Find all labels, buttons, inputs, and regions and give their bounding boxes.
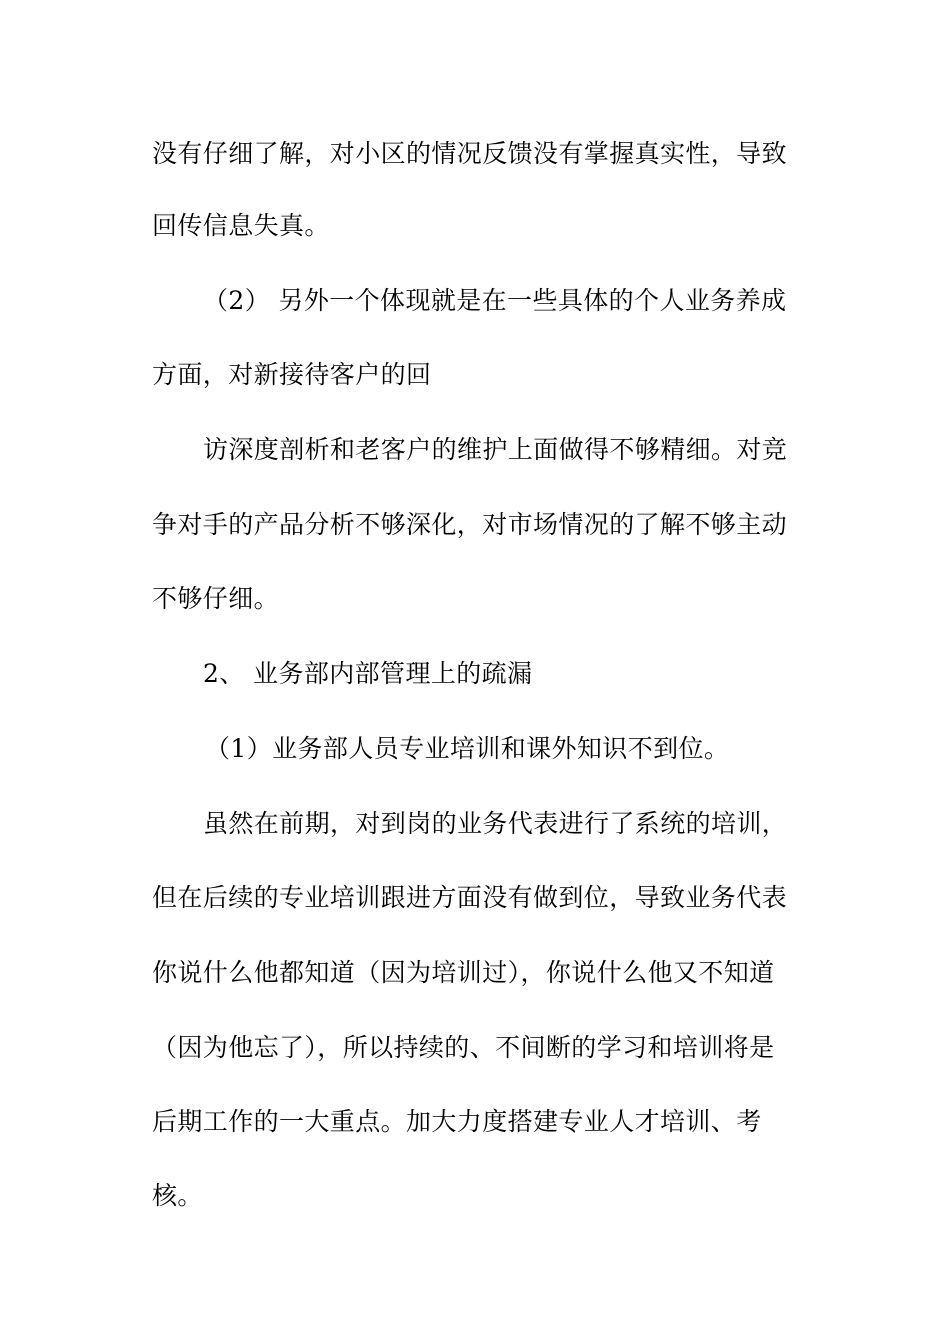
- text-line: 访深度剖析和老客户的维护上面做得不够精细。对竞: [203, 435, 788, 464]
- subsection-heading: （1）业务部人员专业培训和课外知识不到位。: [205, 734, 730, 763]
- text-line: 你说什么他都知道（因为培训过），你说什么他又不知道: [152, 958, 775, 987]
- text-line: 核。: [152, 1181, 203, 1210]
- text-line: 后期工作的一大重点。加大力度搭建专业人才培训、考: [152, 1107, 762, 1136]
- text-line: 没有仔细了解，对小区的情况反馈没有掌握真实性，导致: [152, 139, 788, 168]
- text-line: 不够仔细。: [152, 584, 280, 613]
- text-line: 回传信息失真。: [152, 211, 330, 240]
- text-line: （因为他忘了），所以持续的、不间断的学习和培训将是: [152, 1033, 775, 1062]
- text-line: （2） 另外一个体现就是在一些具体的个人业务养成: [203, 286, 787, 315]
- section-heading: 2、 业务部内部管理上的疏漏: [203, 659, 533, 688]
- text-line: 争对手的产品分析不够深化，对市场情况的了解不够主动: [152, 510, 788, 539]
- text-line: 虽然在前期，对到岗的业务代表进行了系统的培训，: [203, 809, 788, 838]
- text-line: 方面，对新接待客户的回: [152, 360, 432, 389]
- text-line: 但在后续的专业培训跟进方面没有做到位，导致业务代表: [152, 883, 788, 912]
